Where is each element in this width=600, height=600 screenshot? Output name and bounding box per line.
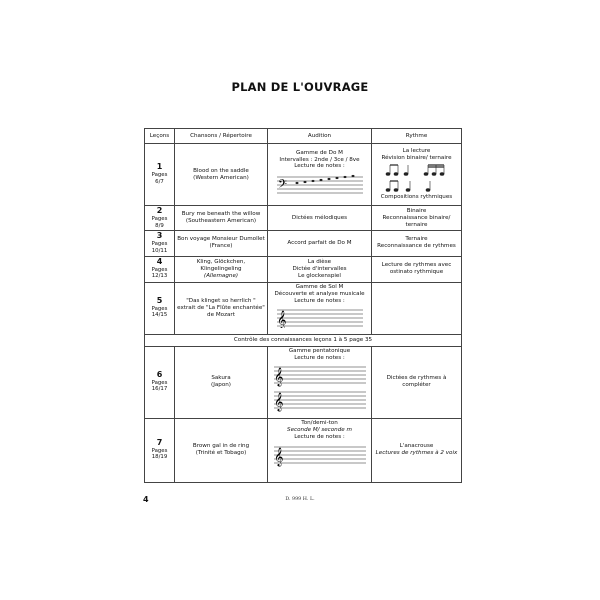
lecon-cell: 1 Pages 6/7 bbox=[145, 144, 175, 206]
audition-cell: La dièse Dictée d'intervalles Le glockenspiel bbox=[268, 256, 372, 282]
rythme-cell: Ternaire Reconnaissance de rythmes bbox=[372, 231, 462, 256]
audition-cell: Dictées mélodiques bbox=[268, 206, 372, 231]
treble-clef-icon: 𝄞 bbox=[273, 366, 283, 386]
table-row bbox=[145, 231, 462, 256]
header-audition: Audition bbox=[268, 129, 372, 144]
rythme-cell: Dictées de rythmes à compléter bbox=[372, 346, 462, 418]
plan-table bbox=[144, 128, 462, 483]
header-rythme: Rythme bbox=[372, 129, 462, 144]
chanson-cell: Bon voyage Monsieur Dumollet (France) bbox=[175, 231, 268, 256]
audition-cell: Ton/demi-ton Seconde M/ seconde m Lecture de notes : 𝄞 bbox=[268, 418, 372, 482]
table-row bbox=[145, 418, 462, 482]
table-row bbox=[145, 206, 462, 231]
audition-cell: Gamme de Sol M Découverte et analyse musicale Lecture de notes : 𝄞 bbox=[268, 282, 372, 334]
treble-clef-staff bbox=[272, 442, 368, 468]
chanson-cell: Brown gal in de ring (Trinité et Tobago) bbox=[175, 418, 268, 482]
audition-cell: Gamme pentatonique Lecture de notes : 𝄞 𝄞 bbox=[268, 346, 372, 418]
lecon-cell: 4 Pages 12/13 bbox=[145, 256, 175, 282]
treble-clef-staff bbox=[275, 306, 365, 328]
rhythm-notation-icon bbox=[382, 162, 452, 194]
header-chansons: Chansons / Répertoire bbox=[175, 129, 268, 144]
table-row bbox=[145, 346, 462, 418]
chanson-cell: Kling, Glöckchen, Klingelingeling (Allemagne) bbox=[175, 256, 268, 282]
audition-cell: Accord parfait de Do M bbox=[268, 231, 372, 256]
table-row bbox=[145, 144, 462, 206]
chanson-cell: Sakura (Japon) bbox=[175, 346, 268, 418]
controle-cell: Contrôle des connaissances leçons 1 à 5 page 35 bbox=[145, 334, 462, 346]
lecon-cell: 3 Pages 10/11 bbox=[145, 231, 175, 256]
page-number: 4 bbox=[143, 495, 149, 504]
controle-row bbox=[145, 334, 462, 346]
audition-cell: Gamme de Do M Intervalles : 2nde / 3ce / 8ve Lecture de notes : 𝄢 bbox=[268, 144, 372, 206]
treble-clef-double-staff bbox=[272, 363, 368, 413]
publisher-code: D. 999 H. L. bbox=[285, 497, 315, 502]
chanson-cell: "Das klinget so herrlich " extrait de "La Flûte enchantée" de Mozart bbox=[175, 282, 268, 334]
rythme-cell: Binaire Reconnaissance binaire/ ternaire bbox=[372, 206, 462, 231]
treble-clef-icon: 𝄞 bbox=[273, 391, 283, 411]
page-title: PLAN DE L'OUVRAGE bbox=[231, 80, 369, 94]
treble-clef-icon: 𝄞 bbox=[276, 309, 286, 328]
lecon-cell: 2 Pages 8/9 bbox=[145, 206, 175, 231]
bass-clef-staff bbox=[275, 171, 365, 199]
table-row bbox=[145, 256, 462, 282]
rythme-cell: La lecture Révision binaire/ ternaire Compositions rythmiques bbox=[372, 144, 462, 206]
treble-clef-icon: 𝄞 bbox=[273, 446, 283, 466]
table-row bbox=[145, 282, 462, 334]
lecon-cell: 6 Pages 16/17 bbox=[145, 346, 175, 418]
table-header-row bbox=[145, 129, 462, 144]
lecon-cell: 5 Pages 14/15 bbox=[145, 282, 175, 334]
header-lecons: Leçons bbox=[145, 129, 175, 144]
rythme-cell: Lecture de rythmes avec ostinato rythmique bbox=[372, 256, 462, 282]
rythme-cell: L'anacrouse Lectures de rythmes à 2 voix bbox=[372, 418, 462, 482]
lecon-cell: 7 Pages 18/19 bbox=[145, 418, 175, 482]
chanson-cell: Bury me beneath the willow (Southeastern American) bbox=[175, 206, 268, 231]
chanson-cell: Blood on the saddle (Western American) bbox=[175, 144, 268, 206]
bass-clef-icon: 𝄢 bbox=[277, 178, 287, 195]
rythme-cell bbox=[372, 282, 462, 334]
